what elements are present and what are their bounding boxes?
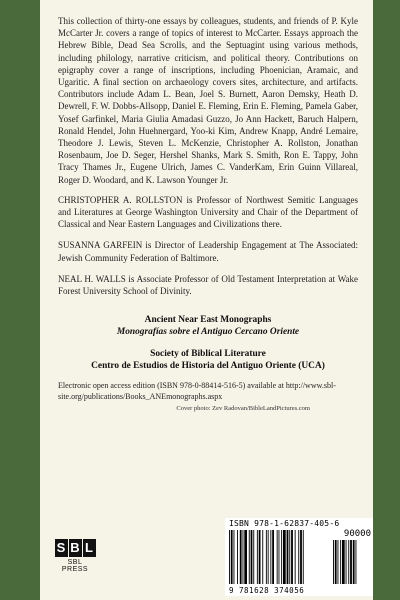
barcode-bar [231, 530, 233, 584]
sbl-letters [54, 539, 96, 557]
barcode-addon-bar [346, 540, 347, 584]
barcode-bar [262, 530, 263, 584]
barcode-bar [266, 530, 267, 584]
logo-letter-l: L [83, 539, 96, 557]
barcode-digits: 9 781628 374056 [229, 586, 305, 595]
barcode-bar [298, 530, 299, 584]
isbn-label: ISBN 978-1-62837-405-6 [229, 519, 340, 528]
barcode-bar [272, 530, 274, 584]
editor-bio-rollston: CHRISTOPHER A. ROLLSTON is Professor of Northwest Semitic Languages and Literatures at George Washington University and Chair of the Department of Classical and Near Eastern Languages and Civilizations there. [58, 194, 358, 230]
barcode-bar [240, 530, 242, 584]
series-name-spanish: Monografías sobre el Antiguo Cercano Oriente [116, 327, 300, 338]
barcode-bar [251, 530, 253, 584]
barcode-bar [291, 530, 293, 584]
barcode-bar [303, 530, 304, 584]
copublisher-name: Centro de Estudios de Historia del Antiguo Oriente (UCA) [91, 361, 325, 372]
barcode-bar [281, 530, 282, 584]
barcode-bar [249, 530, 250, 584]
barcode-bar [253, 530, 254, 584]
barcode-bar [268, 530, 269, 584]
barcode-bar [283, 530, 286, 584]
barcode-bar [257, 530, 258, 584]
price-code: 90000 [343, 529, 371, 539]
barcode-bar [234, 530, 235, 584]
barcode-addon-bar [338, 540, 339, 584]
sbl-press-logo [54, 539, 96, 573]
open-access-note: Electronic open access edition (ISBN 978-0-88414-516-5) available at http://www.sbl-site.org/publications/Books_ANEmonographs.aspx [58, 381, 336, 401]
barcode-bar [237, 530, 238, 584]
barcode-bar [270, 530, 271, 584]
editor-bio-walls: NEAL H. WALLS is Associate Professor of Old Testament Interpretation at Wake Forest University School of Divinity. [58, 273, 358, 297]
series-title [58, 314, 358, 338]
barcode-addon-bar [340, 540, 341, 584]
barcode-bar [244, 530, 247, 584]
series-name-english: Ancient Near East Monographs [144, 315, 272, 326]
press-label: SBL PRESS [61, 559, 89, 573]
barcode-bar [243, 530, 244, 584]
barcode-addon-bar [342, 540, 345, 584]
barcode-bar [259, 530, 261, 584]
barcode-bar [287, 530, 289, 584]
barcode-bar [277, 530, 278, 584]
barcode-bar [295, 530, 296, 584]
isbn-barcode [225, 518, 373, 596]
barcode-addon-bar [356, 540, 357, 584]
barcode-bar [229, 530, 230, 584]
editor-bio-garfein: SUSANNA GARFEIN is Director of Leadership Engagement at The Associated: Jewish Community Federation of Baltimore. [58, 240, 358, 263]
barcode-bar [300, 530, 302, 584]
logo-letter-s: S [55, 539, 68, 557]
barcode-addon-bar [348, 540, 349, 584]
barcode-addon-bar [335, 540, 337, 584]
cover-photo-credit: Cover photo: Zev Radovan/BibleLandPictures.com [176, 405, 310, 413]
publisher-name: Society of Biblical Literature [150, 349, 266, 360]
cover-content [58, 15, 358, 412]
barcode-bar [279, 530, 280, 584]
publisher-block [58, 348, 358, 372]
barcode-addon-bar [353, 540, 355, 584]
barcode-bar [289, 530, 290, 584]
barcode-addon-bar [350, 540, 352, 584]
book-description: This collection of thirty-one essays by colleagues, students, and friends of P. Kyle McCarter Jr. covers a range of topics of interest to McCarter. Essays approach the Hebrew Bible, Dead Sea Scrolls, and the Septuagint using various methods, including philology, narrative criticism, and political theory. Contributions on epigraphy cover a range of inscriptions, including Phoenician, Aramaic, and Ugaritic. A final section on archaeology covers sites, architecture, and artifacts. Contributors include Adam L. Bean, Joel S. Burnett, Aaron Demsky, Heath D. Dewrell, F. W. Dobbs-Allsopp, Daniel E. Fleming, Erin E. Fleming, Pamela Gaber, Yosef Garfinkel, Maria Giulia Amadasi Guzzo, Jo Ann Hackett, Baruch Halpern, Ronald Hendel, John Huehnergard, Yoo-ki Kim, Andrew Knapp, André Lemaire, Theodore J. Lewis, Steven L. McKenzie, Christopher A. Rollston, Jonathan Rosenbaum, Joe D. Seger, Hershel Shanks, Mark S. Smith, Ron E. Tappy, John Tracy Thames Jr., Eugene Ulrich, James C. VanderKam, Erin Guinn Villareal, Roger D. Woodard, and K. Lawson Younger Jr. [58, 16, 358, 185]
logo-letter-b: B [70, 540, 80, 555]
barcode-addon-bar [333, 540, 334, 584]
barcode-bars [229, 530, 369, 586]
